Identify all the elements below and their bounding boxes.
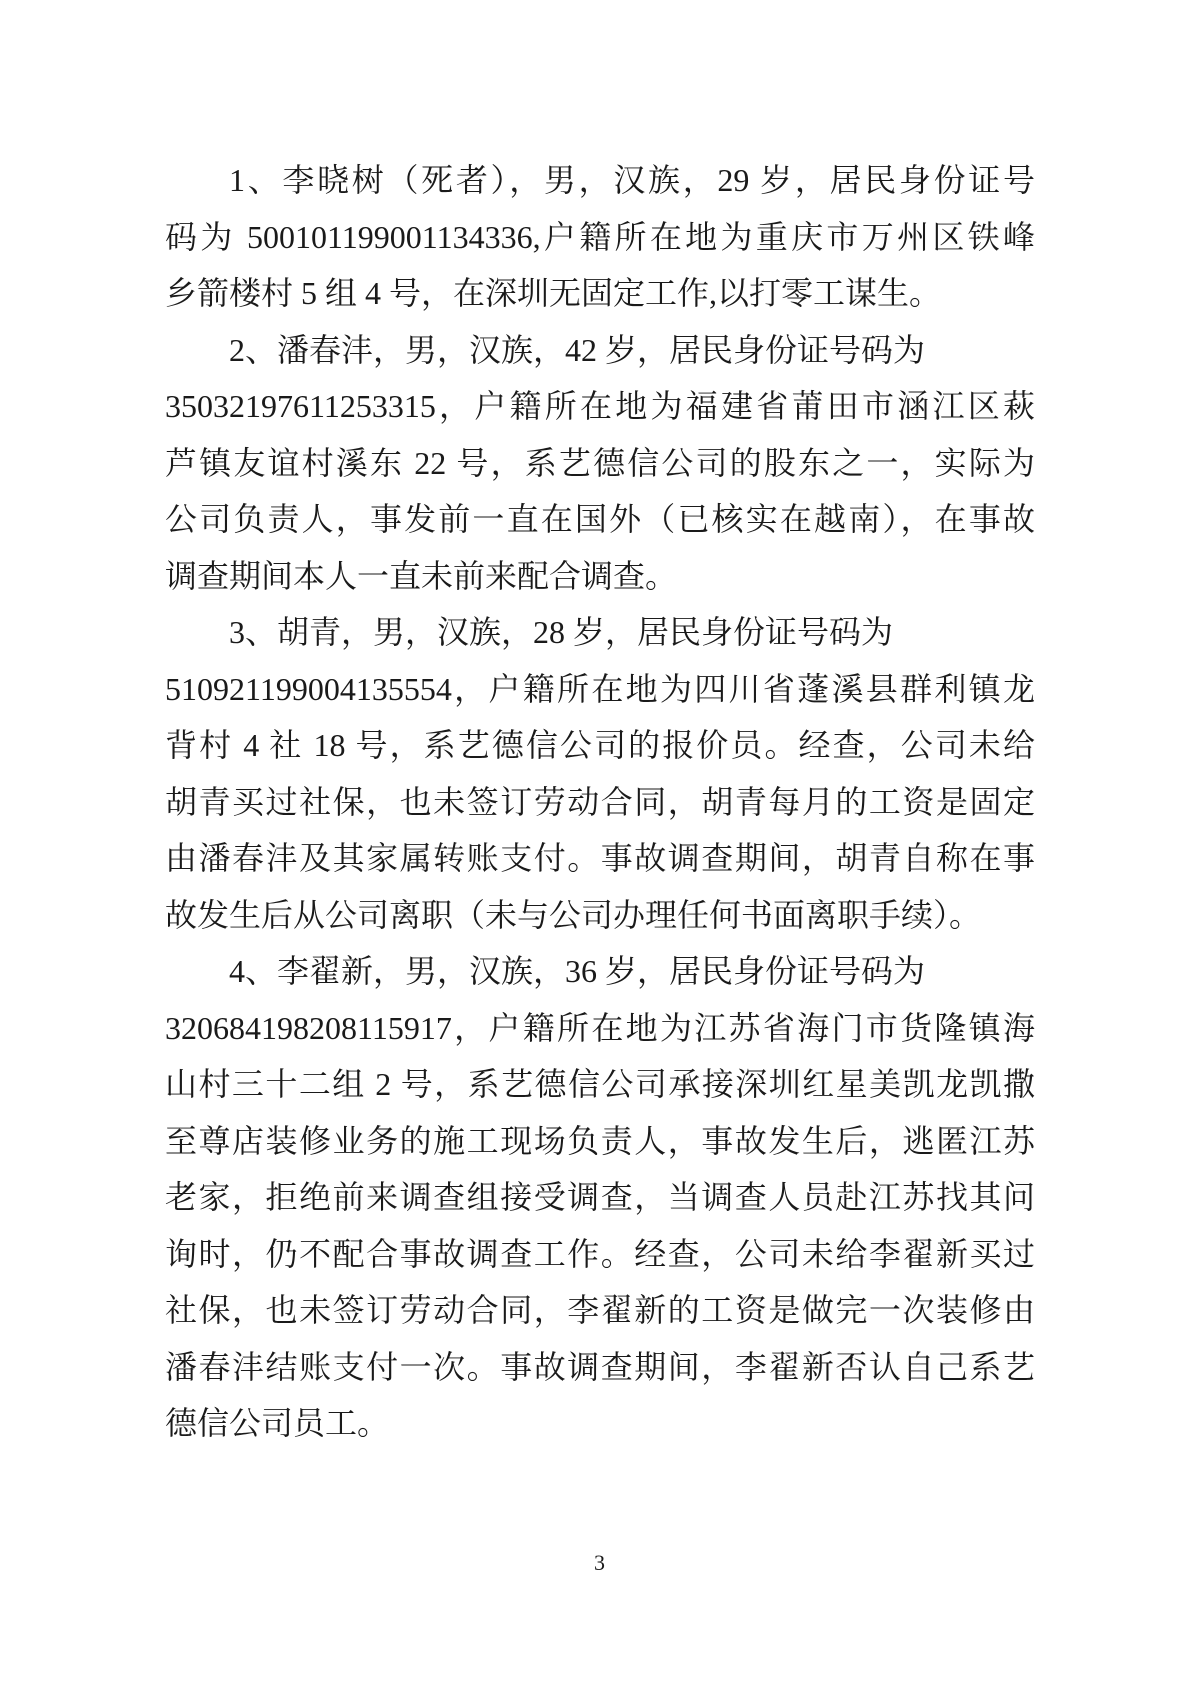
text-line: 故发生后从公司离职（未与公司办理任何书面离职手续）。	[165, 896, 982, 933]
page-number: 3	[594, 1550, 605, 1575]
text-line: 320684198208115917，户籍所在地为江苏省海门市货隆镇海	[165, 1009, 1035, 1046]
text-line: 公司负责人，事发前一直在国外（已核实在越南），在事故	[165, 501, 1035, 537]
text-line: 询时，仍不配合事故调查工作。经查，公司未给李翟新买过	[165, 1235, 1035, 1272]
text-line: 胡青买过社保，也未签订劳动合同，胡青每月的工资是固定	[165, 783, 1035, 820]
text-line: 至尊店装修业务的施工现场负责人，事故发生后，逃匿江苏	[165, 1122, 1035, 1159]
paragraph-2	[165, 322, 1035, 605]
text-line: 由潘春沣及其家属转账支付。事故调查期间，胡青自称在事	[165, 840, 1035, 876]
paragraph-3	[165, 604, 1035, 943]
text-line: 1、李晓树（死者），男，汉族，29 岁，居民身份证号	[229, 162, 1035, 198]
document-body	[165, 152, 1035, 1452]
text-line: 510921199004135554，户籍所在地为四川省蓬溪县群利镇龙	[165, 670, 1035, 707]
text-line: 社保，也未签订劳动合同，李翟新的工资是做完一次装修由	[165, 1292, 1035, 1328]
text-line: 山村三十二组 2 号，系艺德信公司承接深圳红星美凯龙凯撒	[165, 1066, 1035, 1102]
text-line: 芦镇友谊村溪东 22 号，系艺德信公司的股东之一，实际为	[165, 444, 1035, 481]
text-line: 35032197611253315，户籍所在地为福建省莆田市涵江区萩	[165, 388, 1035, 424]
text-line: 潘春沣结账支付一次。事故调查期间，李翟新否认自己系艺	[165, 1348, 1035, 1385]
text-line: 背村 4 社 18 号，系艺德信公司的报价员。经查，公司未给	[165, 727, 1035, 763]
paragraph-1	[165, 152, 1035, 322]
text-line: 乡箭楼村 5 组 4 号，在深圳无固定工作,以打零工谋生。	[165, 275, 942, 311]
text-line: 老家，拒绝前来调查组接受调查，当调查人员赴江苏找其问	[165, 1179, 1035, 1215]
paragraph-4	[165, 943, 1035, 1452]
text-line: 3、胡青，男，汉族，28 岁，居民身份证号码为	[229, 614, 894, 650]
text-line: 码为 500101199001134336,户籍所在地为重庆市万州区铁峰	[165, 218, 1035, 255]
text-line: 调查期间本人一直未前来配合调查。	[165, 557, 678, 594]
text-line: 4、李翟新，男，汉族，36 岁，居民身份证号码为	[229, 953, 926, 989]
text-line: 2、潘春沣，男，汉族，42 岁，居民身份证号码为	[229, 331, 926, 368]
text-line: 德信公司员工。	[165, 1405, 390, 1441]
